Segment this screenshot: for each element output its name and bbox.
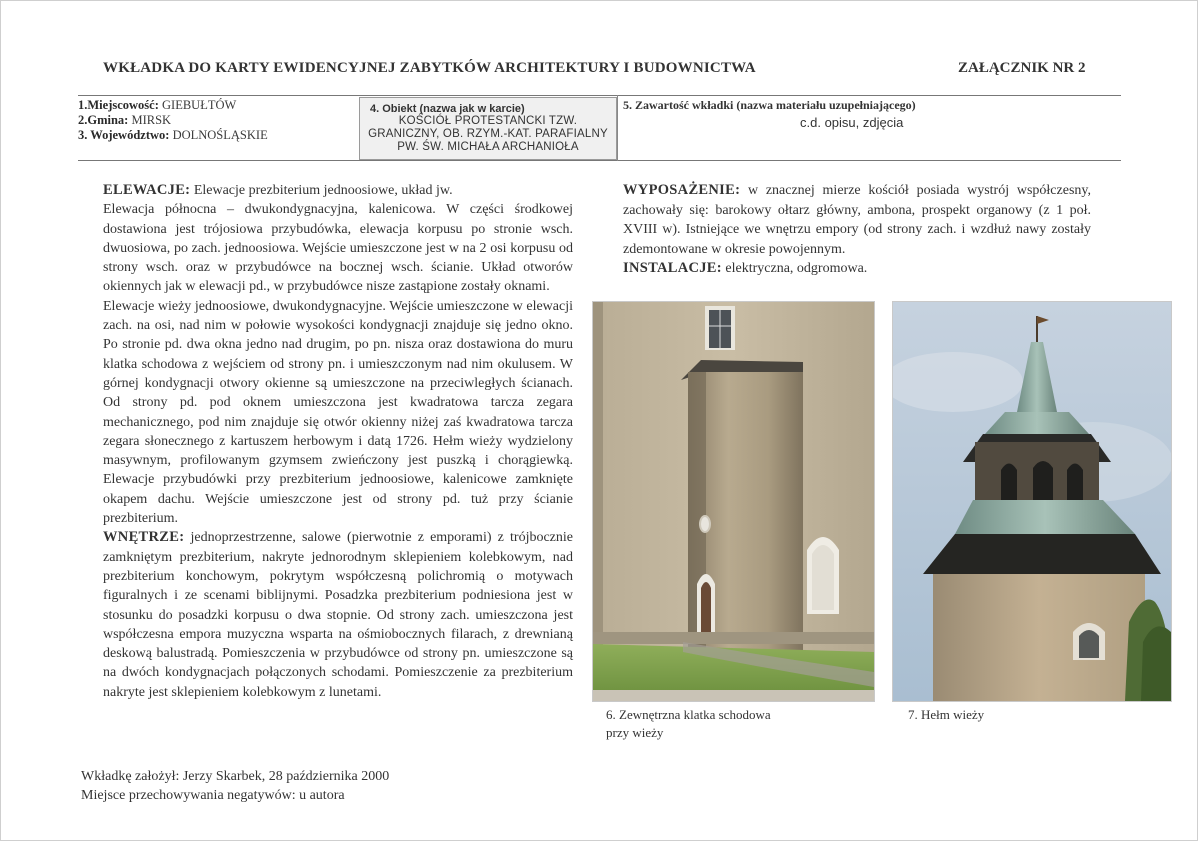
photo-tower-helmet (892, 301, 1172, 702)
province-row (78, 128, 268, 143)
annex-number: ZAŁĄCZNIK NR 2 (958, 60, 1086, 76)
object-line-2: GRANICZNY, OB. RZYM.-KAT. PARAFIALNY (368, 128, 608, 140)
interior-text: jednoprzestrzenne, salowe (pierwotnie z emporami) z trójbocznie zamkniętym prezbiterium, nakryte jednorodnym sklepieniem kolebkowym, nad prezbiterium konchowym, pokrytym współczesną polichromią o motywach figuralnych i ze scenami biblijnymi. Posadzka prezbiterium podniesiona jest w stosunku do posadzki korpusu o dwa stopnie. Od strony zach. umieszczona jest współczesna empora muzyczna wsparta na ośmiobocznych filarach, z drewnianą deskową balustradą. Pomieszczenia w przybudówce od strony pn. umieszczone są na dwóch kondygnacjach połączonych schodami. Pomieszczenie za prezbiterium nakryte jest sklepieniem kolebkowym z lunetami. (103, 530, 573, 700)
commune-value: MIRSK (131, 113, 172, 127)
installations-text: elektryczna, odgromowa. (721, 261, 868, 276)
interior-heading: WNĘTRZE: (103, 529, 185, 546)
equipment-heading: WYPOSAŻENIE: (623, 182, 741, 198)
object-line-3: PW. ŚW. MICHAŁA ARCHANIOŁA (397, 141, 579, 153)
object-line-1: KOŚCIÓŁ PROTESTANCKI TZW. (398, 115, 578, 127)
elevations-intro-text: Elewacje prezbiterium jednoosiowe, układ jw. (190, 183, 453, 198)
contents-value: c.d. opisu, zdjęcia (800, 115, 904, 130)
header-rule-top (78, 95, 1121, 96)
footer-author: Wkładkę założył: Jerzy Skarbek, 28 października 2000 (81, 769, 390, 784)
commune-row (78, 113, 268, 128)
province-value: DOLNOŚLĄSKIE (172, 128, 268, 142)
footer-negatives: Miejsce przechowywania negatywów: u autora (81, 788, 345, 803)
description-right-column (623, 181, 1091, 279)
elevations-heading: ELEWACJE: (103, 182, 191, 198)
document-title: WKŁADKA DO KARTY EWIDENCYJNEJ ZABYTKÓW ARCHITEKTURY I BUDOWNICTWA (103, 60, 756, 76)
header-rule-bottom (78, 160, 1121, 161)
object-name (360, 115, 616, 154)
description-left-column (103, 181, 573, 702)
elevation-north-paragraph: Elewacja północna – dwukondygnacyjna, kalenicowa. W części środkowej dostawiona jest trójosiowa przybudówka, elewacja korpusu po stronie wsch. dwuosiowa, po zach. jednoosiowa. Wejście umieszczone jest w na 2 osi korpusu od strony wsch. oraz w przybudówce na bocznej wsch. ścianie. Układ otworów okiennych jak w elewacji pd., w przybudówce nisze zastąpione zostały oknami. (103, 202, 573, 295)
photo-caption-7: 7. Hełm wieży (908, 707, 985, 722)
photo-caption-6 (606, 706, 771, 742)
object-label: 4. Obiekt (nazwa jak w karcie) (370, 103, 525, 115)
footer (81, 767, 389, 805)
town-value: GIEBUŁTÓW (162, 98, 237, 112)
commune-label: 2.Gmina: (78, 113, 129, 127)
elevations-intro (103, 181, 573, 200)
interior-paragraph (103, 528, 573, 702)
equipment-paragraph (623, 181, 1091, 259)
caption-6-line-1: 6. Zewnętrzna klatka schodowa (606, 707, 771, 722)
installations-heading: INSTALACJE: (623, 260, 722, 276)
equipment-text: w znacznej mierze kościół posiada wystrój współczesny, zachowały się: barokowy ołtarz główny, ambona, prospekt organowy (z 1 poł. XVIII w). Istniejące we wnętrzu empory (od strony zach. i wzdłuż nawy zostały zdemontowane w okresie powojennym. (623, 183, 1091, 257)
object-box (359, 97, 617, 160)
town-label: 1.Miejscowość: (78, 98, 159, 112)
town-row (78, 98, 268, 113)
installations-paragraph (623, 259, 1091, 279)
column-divider (617, 95, 618, 161)
caption-6-line-2: przy wieży (606, 725, 664, 740)
province-label: 3. Województwo: (78, 128, 170, 142)
elevation-tower-paragraph: Elewacje wieży jednoosiowe, dwukondygnacyjne. Wejście umieszczone w elewacji zach. na osi, nad nim w połowie wysokości kondygnacji znajduje się jedno okno. Po stronie pd. dwa okna jedno nad drugim, po pn. nisza oraz dostawiona do muru klatka schodowa z wejściem od strony pn. i umieszczonym nad nim okulusem. W górnej kondygnacji otwory okienne są umieszczone na przeciwległych ścianach. Od strony pd. pod oknem umieszczona jest kwadratowa tarcza zegara mechanicznego, pod nim znajduje się otwór okienny niżej zaś kwadratowa tarcza zegara słonecznego z kartuszem herbowym i datą 1726. Hełm wieży wydzielony masywnym, profilowanym gzymsem zwieńczony jest puszką i chorągiewką. Elewacje przybudówki przy prezbiterium jednoosiowe, kalenicowe zamknięte okapem dachu. Wejście umieszczone jest od strony pd. tuż przy ścianie prezbiterium. (103, 298, 573, 527)
location-info (78, 98, 268, 143)
contents-label: 5. Zawartość wkładki (nazwa materiału uzupełniającego) (623, 98, 916, 112)
photo-stair-tower (592, 301, 875, 702)
